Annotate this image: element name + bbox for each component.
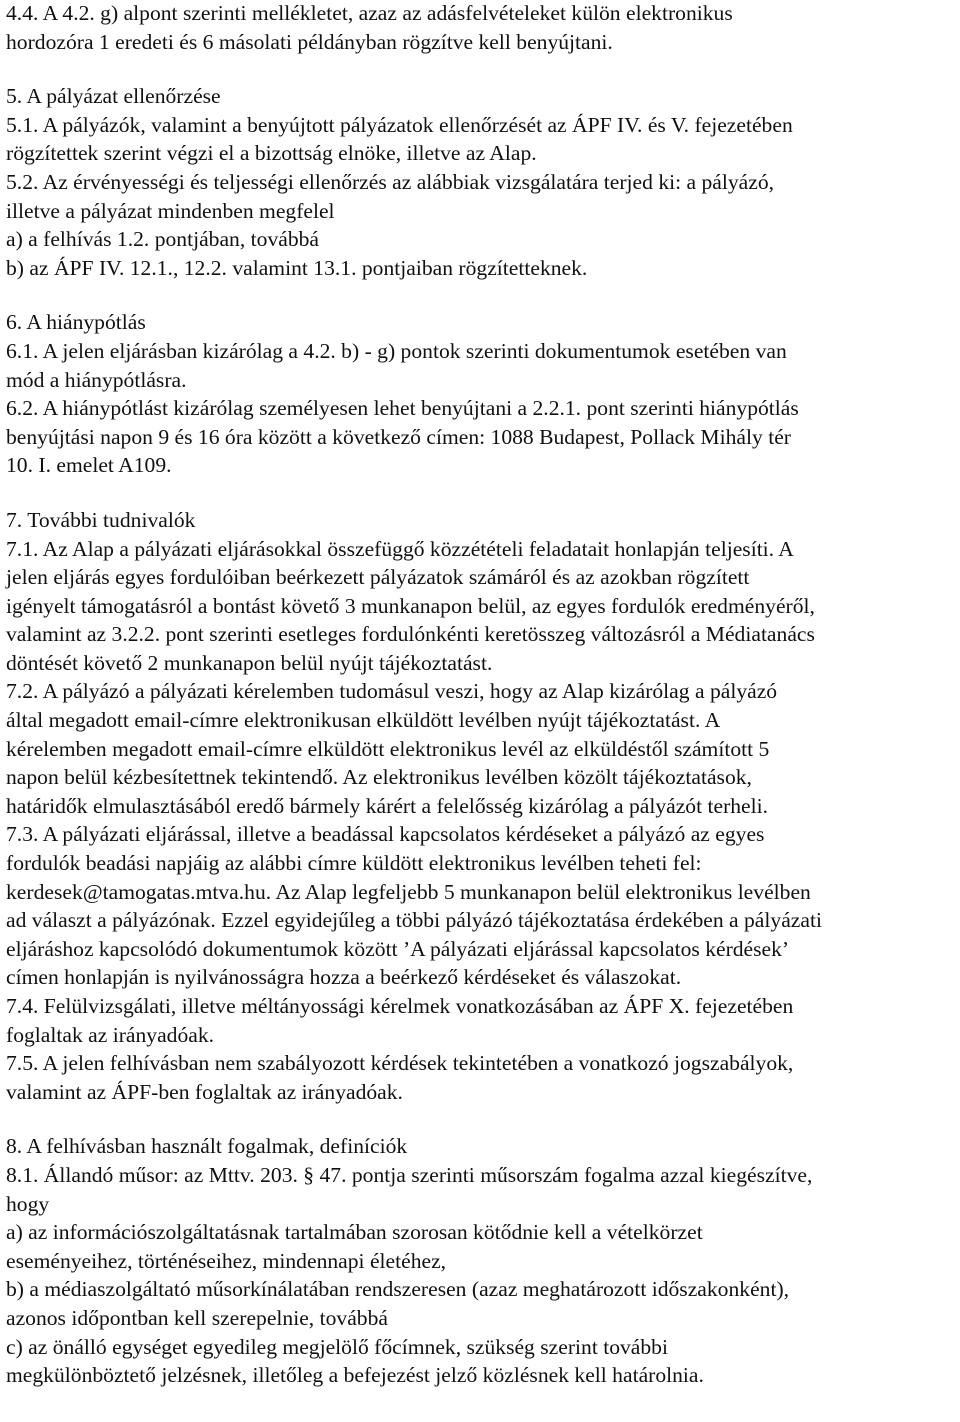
section-heading: 6. A hiánypótlás: [6, 310, 146, 335]
section-8: [6, 1132, 956, 1389]
text-line: b) az ÁPF IV. 12.1., 12.2. valamint 13.1. pontjaiban rögzítetteknek.: [6, 255, 588, 280]
paragraph-gap: [6, 56, 956, 82]
paragraph-gap: [6, 1106, 956, 1132]
document-page: [6, 0, 956, 1390]
text-line: 7.1. Az Alap a pályázati eljárásokkal összefüggő közzétételi feladatait honlapján teljesíti. A: [6, 536, 794, 561]
text-line: rögzítettek szerint végzi el a bizottság elnöke, illetve az Alap.: [6, 141, 537, 166]
text-line: megkülönböztető jelzésnek, illetőleg a befejezést jelző közlésnek kell határolnia.: [6, 1363, 704, 1388]
text-line: hogy: [6, 1191, 50, 1216]
text-line: jelen eljárás egyes fordulóiban beérkezett pályázatok számáról és az azokban rögzített: [6, 565, 750, 590]
text-line: fordulók beadási napjáig az alábbi címre küldött elektronikus levélben teheti fel:: [6, 851, 702, 876]
text-line: 5.2. Az érvényességi és teljességi ellenőrzés az alábbiak vizsgálatára terjed ki: a pályázó,: [6, 169, 775, 194]
text-line: 8.1. Állandó műsor: az Mttv. 203. § 47. pontja szerinti műsorszám fogalma azzal kiegészítve,: [6, 1162, 813, 1187]
text-line: c) az önálló egységet egyedileg megjelölő főcímnek, szükség szerint további: [6, 1334, 668, 1359]
section-heading: 7. További tudnivalók: [6, 507, 196, 532]
text-line: benyújtási napon 9 és 16 óra között a következő címen: 1088 Budapest, Pollack Mihály tér: [6, 424, 791, 449]
text-line: 7.4. Felülvizsgálati, illetve méltányossági kérelmek vonatkozásában az ÁPF X. fejezetében: [6, 994, 794, 1018]
text-line: 7.3. A pályázati eljárással, illetve a beadással kapcsolatos kérdéseket a pályázó az egyes: [6, 822, 765, 847]
text-line: 5.1. A pályázók, valamint a benyújtott pályázatok ellenőrzését az ÁPF IV. és V. fejezetében: [6, 112, 793, 137]
text-line: b) a médiaszolgáltató műsorkínálatában rendszeresen (azaz meghatározott időszakonként),: [6, 1277, 790, 1302]
text-line: döntését követő 2 munkanapon belül nyújt tájékoztatást.: [6, 650, 493, 675]
text-line: a) az információszolgáltatásnak tartalmában szorosan kötődnie kell a vételkörzet: [6, 1220, 703, 1245]
text-line: 7.2. A pályázó a pályázati kérelemben tudomásul veszi, hogy az Alap kizárólag a pályázó: [6, 679, 778, 704]
text-line: valamint az ÁPF-ben foglaltak az irányadóak.: [6, 1079, 403, 1104]
text-line: címen honlapján is nyilvánosságra hozza a beérkező kérdéseket és válaszokat.: [6, 965, 682, 990]
text-line: illetve a pályázat mindenben megfelel: [6, 198, 335, 223]
text-line: a) a felhívás 1.2. pontjában, továbbá: [6, 227, 320, 252]
text-line: 4.4. A 4.2. g) alpont szerinti mellékletet, azaz az adásfelvételeket külön elektronikus: [6, 1, 733, 25]
section-7: [6, 506, 956, 1106]
text-line: kerdesek@tamogatas.mtva.hu. Az Alap legfeljebb 5 munkanapon belül elektronikus levélben: [6, 879, 811, 904]
text-line: foglaltak az irányadóak.: [6, 1022, 215, 1047]
text-line: ad választ a pályázónak. Ezzel egyidejűleg a többi pályázó tájékoztatása érdekében a pályázati: [6, 908, 822, 933]
text-line: igényelt támogatásról a bontást követő 3 munkanapon belül, az egyes fordulók eredményéről,: [6, 593, 815, 618]
text-line: napon belül kézbesítettnek tekintendő. Az elektronikus levélben közölt tájékoztatások,: [6, 765, 752, 790]
section-heading: 8. A felhívásban használt fogalmak, definíciók: [6, 1134, 408, 1159]
section-5: [6, 82, 956, 282]
text-line: hordozóra 1 eredeti és 6 másolati példányban rögzítve kell benyújtani.: [6, 29, 613, 54]
section-heading: 5. A pályázat ellenőrzése: [6, 84, 221, 109]
text-line: valamint az 3.2.2. pont szerinti esetleges fordulónkénti keretösszeg változásról a Médiatanács: [6, 622, 815, 647]
text-line: határidők elmulasztásából eredő bármely kárért a felelősség kizárólag a pályázót terheli.: [6, 793, 769, 818]
text-line: eljáráshoz kapcsolódó dokumentumok között ’A pályázati eljárással kapcsolatos kérdések’: [6, 936, 790, 961]
text-line: 7.5. A jelen felhívásban nem szabályozott kérdések tekintetében a vonatkozó jogszabályok,: [6, 1051, 794, 1076]
text-line: azonos időpontban kell szerepelnie, továbbá: [6, 1305, 388, 1330]
paragraph-gap: [6, 480, 956, 506]
text-line: által megadott email-címre elektronikusan elküldött levélben nyújt tájékoztatást. A: [6, 708, 721, 733]
text-line: 6.1. A jelen eljárásban kizárólag a 4.2. b) - g) pontok szerinti dokumentumok esetében van: [6, 338, 787, 363]
text-line: eseményeihez, történéseihez, mindennapi életéhez,: [6, 1248, 447, 1273]
paragraph-gap: [6, 282, 956, 308]
section-6: [6, 308, 956, 480]
section-4: [6, 0, 956, 56]
text-line: 10. I. emelet A109.: [6, 453, 172, 478]
text-line: mód a hiánypótlásra.: [6, 367, 187, 392]
text-line: kérelemben megadott email-címre elküldött elektronikus levél az elküldéstől számított 5: [6, 736, 770, 761]
text-line: 6.2. A hiánypótlást kizárólag személyesen lehet benyújtani a 2.2.1. pont szerinti hiánypótlás: [6, 396, 799, 421]
